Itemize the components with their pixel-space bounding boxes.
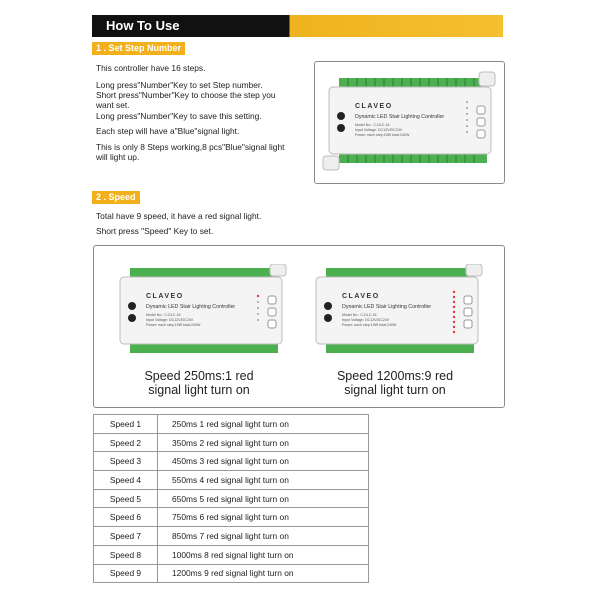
svg-text:Power: each step:15W total:24: Power: each step:15W total:240W (146, 323, 201, 327)
section-2-tag: 2 . Speed (92, 191, 140, 204)
svg-text:Model No.: C-DLC-16: Model No.: C-DLC-16 (146, 313, 181, 317)
table-row (94, 415, 369, 434)
speed-cell: Speed 1 (94, 415, 158, 434)
svg-text:Model No.: C-DLC-16: Model No.: C-DLC-16 (342, 313, 377, 317)
table-row (94, 508, 369, 527)
svg-text:Dynamic LED Stair Lighting Con: Dynamic LED Stair Lighting Controller (146, 304, 236, 310)
desc-cell: 350ms 2 red signal light turn on (158, 433, 369, 452)
speed-caption-left (124, 369, 274, 397)
controller-device-image (321, 70, 499, 176)
desc-cell: 450ms 3 red signal light turn on (158, 452, 369, 471)
table-row (94, 564, 369, 583)
svg-text:Power: each step:15W total:24: Power: each step:15W total:240W (342, 323, 397, 327)
speed-cell: Speed 8 (94, 545, 158, 564)
speed-cell: Speed 3 (94, 452, 158, 471)
section-1-tag: 1 . Set Step Number (92, 42, 185, 55)
svg-text:CLAVEO: CLAVEO (342, 293, 380, 300)
desc-cell: 1000ms 8 red signal light turn on (158, 545, 369, 564)
device-title: Dynamic LED Stair Lighting Controller (355, 114, 445, 120)
s1-line: Long press"Number"Key to save this setting. (96, 111, 262, 121)
speed-table (93, 414, 369, 583)
svg-text:CLAVEO: CLAVEO (146, 293, 184, 300)
speed-cell: Speed 2 (94, 433, 158, 452)
speed-cell: Speed 5 (94, 489, 158, 508)
device-brand: CLAVEO (355, 103, 393, 110)
device-panel-steps (314, 61, 505, 184)
s2-line: Total have 9 speed, it have a red signal light. (96, 211, 262, 221)
caption-line: Speed 1200ms:9 red (336, 369, 454, 383)
device-model: Model No.: C-DLC-16 (355, 123, 390, 127)
desc-cell: 650ms 5 red signal light turn on (158, 489, 369, 508)
desc-cell: 1200ms 9 red signal light turn on (158, 564, 369, 583)
device-voltage: Input Voltage: DC12V/DC24V (355, 128, 403, 132)
s1-line: This controller have 16 steps. (96, 63, 206, 73)
s1-line: want set. (96, 100, 130, 110)
s2-line: Short press "Speed" Key to set. (96, 226, 214, 236)
s1-line: Short press"Number"Key to choose the step you (96, 90, 276, 100)
speed-cell: Speed 7 (94, 527, 158, 546)
s1-line: Each step will have a"Blue"signal light. (96, 126, 240, 136)
caption-line: Speed 250ms:1 red (144, 369, 254, 383)
speed-cell: Speed 4 (94, 471, 158, 490)
controller-device-image-right (308, 264, 486, 364)
svg-text:Input Voltage: DC12V/DC24V: Input Voltage: DC12V/DC24V (342, 318, 390, 322)
s1-line: This is only 8 Steps working,8 pcs"Blue"signal light (96, 142, 285, 152)
controller-device-image-left (112, 264, 290, 364)
svg-text:Input Voltage: DC12V/DC24V: Input Voltage: DC12V/DC24V (146, 318, 194, 322)
caption-line: signal light turn on (344, 383, 446, 397)
table-row (94, 545, 369, 564)
desc-cell: 550ms 4 red signal light turn on (158, 471, 369, 490)
desc-cell: 850ms 7 red signal light turn on (158, 527, 369, 546)
table-row (94, 433, 369, 452)
s1-line: will light up. (96, 152, 140, 162)
speed-cell: Speed 9 (94, 564, 158, 583)
table-row (94, 452, 369, 471)
device-power: Power: each step:15W total:240W (355, 133, 410, 137)
s1-line: Long press"Number"Key to set Step number. (96, 80, 263, 90)
page-title: How To Use (106, 18, 180, 33)
table-row (94, 471, 369, 490)
speed-cell: Speed 6 (94, 508, 158, 527)
desc-cell: 250ms 1 red signal light turn on (158, 415, 369, 434)
table-row (94, 527, 369, 546)
speed-demo-panel (93, 245, 505, 408)
desc-cell: 750ms 6 red signal light turn on (158, 508, 369, 527)
caption-line: signal light turn on (148, 383, 250, 397)
speed-caption-right (320, 369, 470, 397)
table-row (94, 489, 369, 508)
svg-text:Dynamic LED Stair Lighting Con: Dynamic LED Stair Lighting Controller (342, 304, 432, 310)
how-to-use-header (92, 15, 503, 37)
